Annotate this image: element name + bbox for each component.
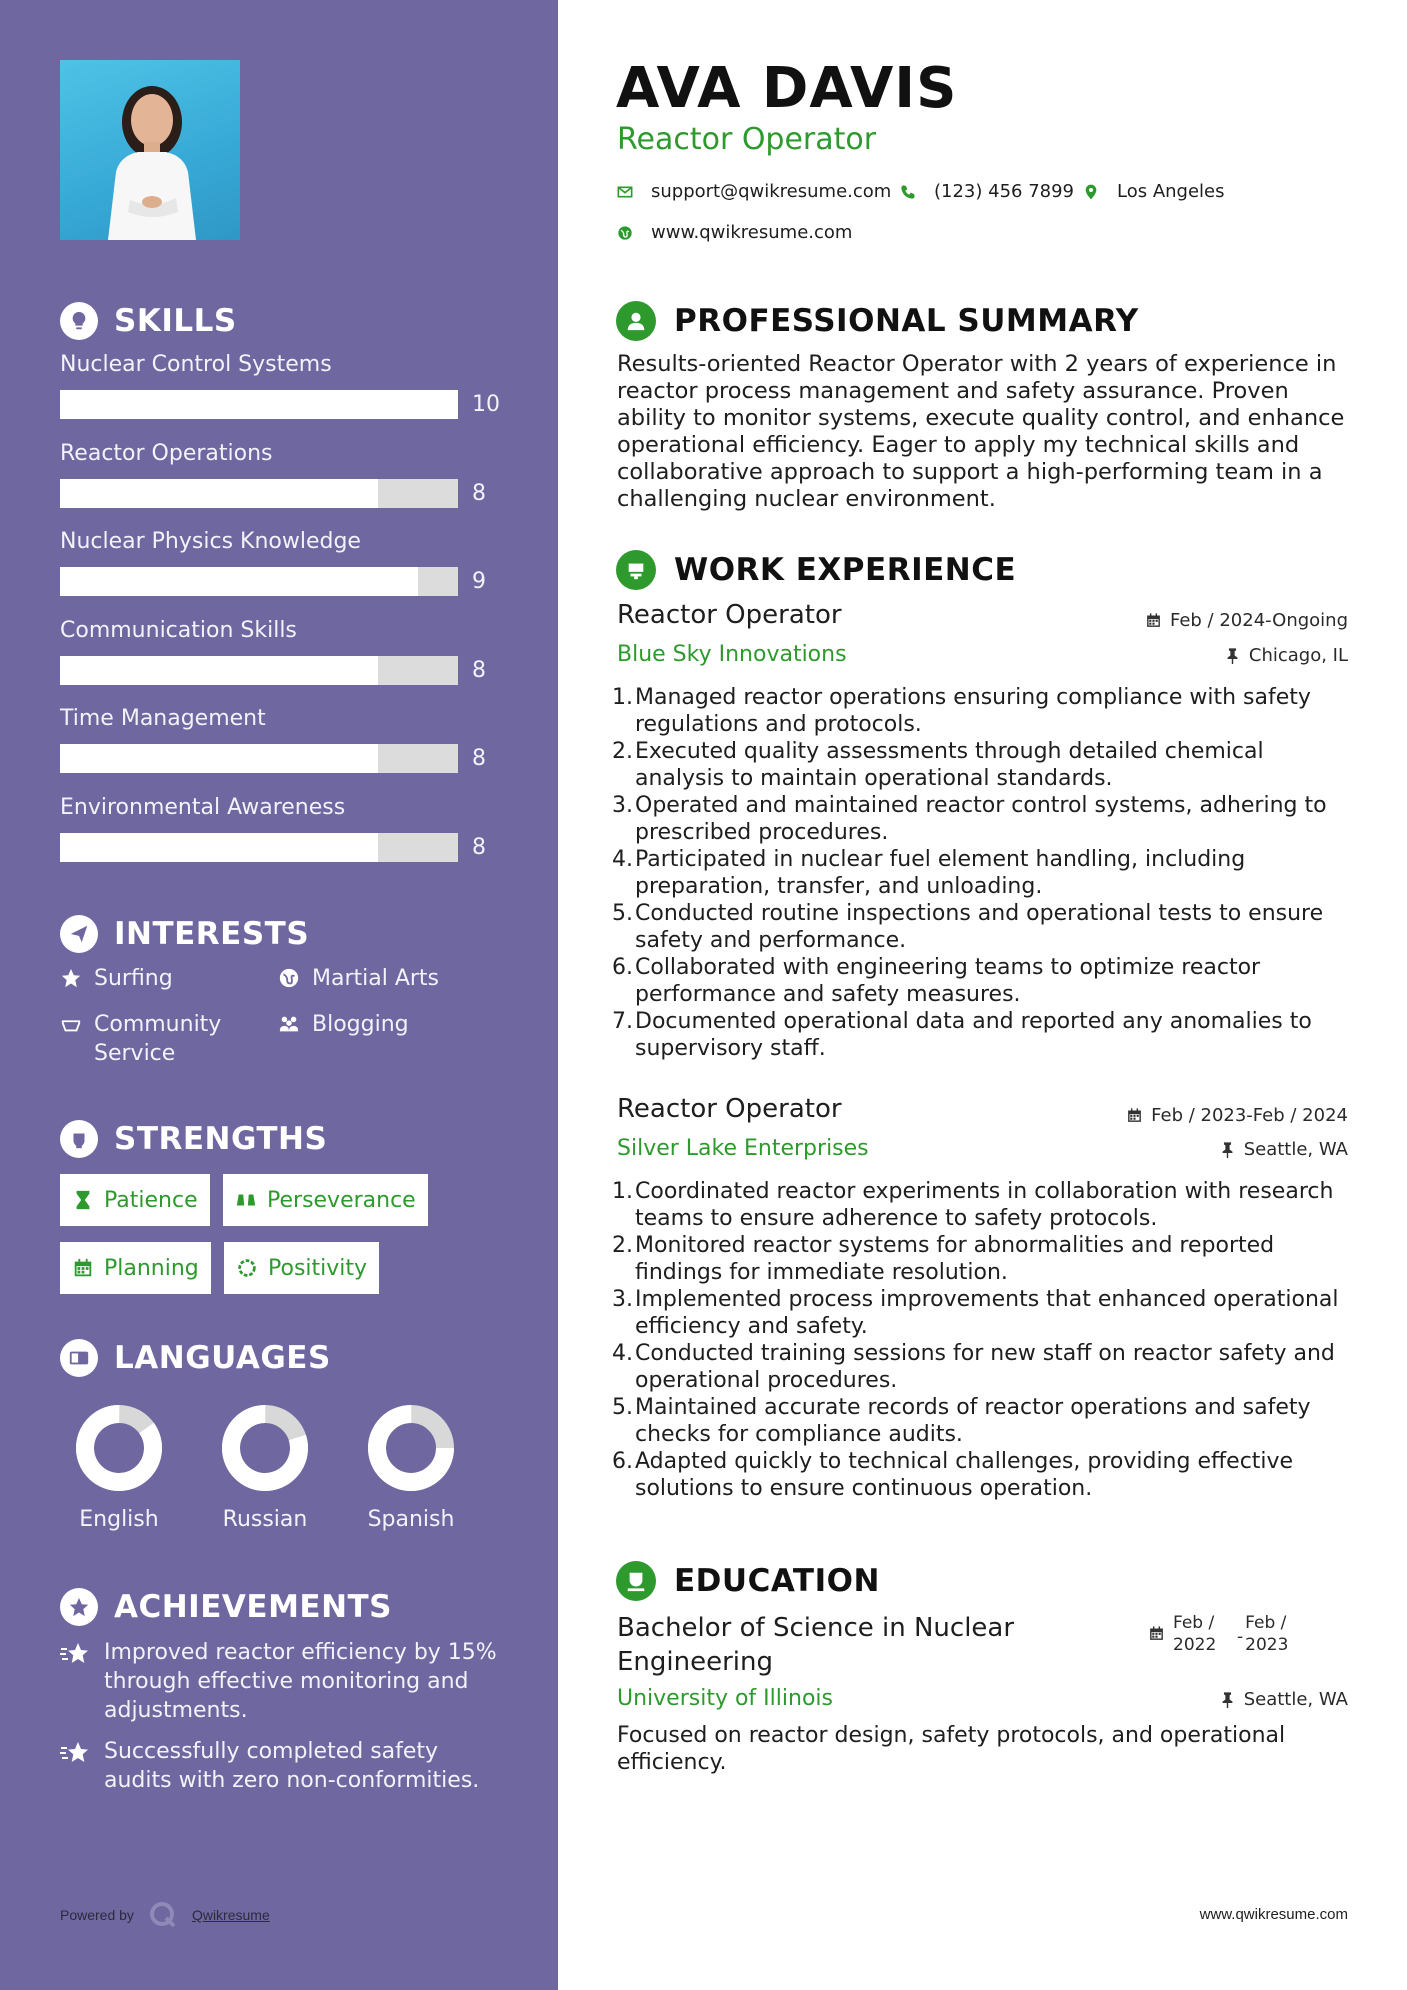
pin-icon	[1219, 1691, 1236, 1708]
binoculars-icon	[235, 1189, 257, 1211]
person-icon	[616, 301, 656, 341]
trophy-star-icon	[60, 1588, 98, 1626]
candidate-name: AVA DAVIS	[616, 56, 958, 121]
achievement-item: Successfully completed safety audits with zero non-conformities.	[60, 1737, 500, 1795]
skill-value: 8	[472, 480, 486, 506]
job-company: Blue Sky Innovations	[617, 642, 847, 667]
languages-heading: LANGUAGES	[60, 1339, 331, 1377]
job-location: Seattle, WA	[1219, 1139, 1348, 1160]
interest-item: Martial Arts	[278, 964, 439, 993]
powered-by: Powered by Qwikresume	[60, 1900, 270, 1930]
footer-url[interactable]: www.qwikresume.com	[1199, 1906, 1348, 1923]
candidate-title: Reactor Operator	[617, 122, 877, 157]
skill-bar	[60, 479, 458, 508]
responsibility-item: 3. Operated and maintained reactor control systems, adhering to prescribed procedures.	[612, 793, 1327, 845]
skill-bar-fill	[60, 567, 418, 596]
skill-bar-fill	[60, 390, 458, 419]
skill-name: Time Management	[60, 706, 266, 731]
language-name: Spanish	[367, 1507, 455, 1532]
job-title: Reactor Operator	[617, 1094, 842, 1124]
lightbulb-icon	[60, 302, 98, 340]
interest-item: Community Service	[60, 1010, 240, 1068]
job-responsibilities	[612, 1178, 1352, 1502]
contact-phone[interactable]: (123) 456 7899	[900, 181, 1074, 202]
education-dates: Feb / 2022 - Feb / 2023	[1148, 1612, 1299, 1656]
skills-heading: SKILLS	[60, 302, 237, 340]
skill-bar-fill	[60, 479, 378, 508]
profile-photo	[60, 60, 240, 240]
language-ring	[74, 1403, 164, 1493]
job-responsibilities	[612, 684, 1352, 1062]
achievement-item: Improved reactor efficiency by 15% through effective monitoring and adjustments.	[60, 1638, 500, 1725]
responsibility-item: 2. Executed quality assessments through detailed chemical analysis to maintain operational standards.	[612, 739, 1264, 791]
skill-bar-fill	[60, 744, 378, 773]
strengths-heading: STRENGTHS	[60, 1120, 327, 1158]
calendar-icon	[1126, 1107, 1143, 1124]
skill-bar-fill	[60, 833, 378, 862]
job-dates: Feb / 2023-Feb / 2024	[1126, 1105, 1348, 1126]
responsibility-item: 4. Conducted training sessions for new staff on reactor safety and operational procedures.	[612, 1341, 1335, 1393]
sun-icon	[236, 1257, 258, 1279]
strength-badge: Planning	[60, 1242, 211, 1294]
responsibility-item: 2. Monitored reactor systems for abnormalities and reported findings for immediate resolution.	[612, 1233, 1275, 1285]
education-description: Focused on reactor design, safety protocols, and operational efficiency.	[617, 1723, 1286, 1775]
calendar-icon	[1148, 1625, 1165, 1642]
strength-badge: Perseverance	[223, 1174, 428, 1226]
star-burst-icon	[60, 1740, 90, 1766]
education-location: Seattle, WA	[1219, 1689, 1348, 1710]
skill-bar	[60, 390, 458, 419]
skill-name: Nuclear Physics Knowledge	[60, 529, 361, 554]
strength-badge: Positivity	[224, 1242, 379, 1294]
paper-plane-icon	[60, 915, 98, 953]
star-burst-icon	[60, 1641, 90, 1667]
responsibility-item: 1. Coordinated reactor experiments in collaboration with research teams to ensure adherence to safety protocols.	[612, 1179, 1334, 1231]
skill-value: 8	[472, 746, 486, 771]
language-ring-fill	[74, 1403, 164, 1493]
skill-name: Nuclear Control Systems	[60, 352, 332, 377]
contact-website[interactable]: www.qwikresume.com	[617, 222, 852, 243]
skill-name: Communication Skills	[60, 617, 297, 643]
briefcase-icon	[616, 550, 656, 590]
language-name: Russian	[222, 1507, 308, 1532]
interest-item: Surfing	[60, 964, 173, 993]
responsibility-item: 4. Participated in nuclear fuel element handling, including preparation, transfer, and unloading.	[612, 847, 1246, 899]
responsibility-item: 6. Adapted quickly to technical challenges, providing effective solutions to ensure continuous operation.	[612, 1449, 1294, 1501]
fist-icon	[60, 1120, 98, 1158]
skill-value: 10	[472, 392, 500, 417]
globe-icon	[617, 225, 633, 241]
summary-heading: PROFESSIONAL SUMMARY	[616, 301, 1139, 341]
skill-value: 8	[472, 834, 486, 860]
graduation-icon	[616, 1561, 656, 1601]
strength-badge: Patience	[60, 1174, 210, 1226]
summary-text: Results-oriented Reactor Operator with 2 years of experience in reactor process management and safety assurance. Proven ability to monitor systems, execute quality control, and enhance operational efficiency. Eager to apply my technical skills and collaborative approach to support a high-performing team in a challenging nuclear environment.	[617, 351, 1345, 512]
hourglass-icon	[72, 1189, 94, 1211]
skill-bar	[60, 656, 458, 685]
hand-icon	[60, 1013, 82, 1035]
language-name: English	[79, 1507, 159, 1532]
skill-name: Reactor Operations	[60, 440, 273, 466]
phone-icon	[900, 184, 916, 200]
qwikresume-logo-icon	[148, 1900, 178, 1930]
calendar-icon	[72, 1257, 94, 1279]
language-ring	[220, 1403, 310, 1493]
qwikresume-link[interactable]: Qwikresume	[191, 1907, 270, 1923]
responsibility-item: 5. Maintained accurate records of reactor operations and safety checks for compliance audits.	[612, 1395, 1311, 1447]
achievements-heading: ACHIEVEMENTS	[60, 1588, 392, 1626]
language-icon	[60, 1339, 98, 1377]
contact-email[interactable]: support@qwikresume.com	[617, 181, 891, 202]
job-company: Silver Lake Enterprises	[617, 1136, 869, 1161]
skill-bar	[60, 567, 458, 596]
interest-item: Blogging	[278, 1010, 409, 1039]
skill-bar	[60, 744, 458, 773]
skill-name: Environmental Awareness	[60, 794, 346, 820]
interests-heading: INTERESTS	[60, 915, 309, 953]
job-dates: Feb / 2024-Ongoing	[1145, 610, 1348, 631]
education-heading: EDUCATION	[616, 1561, 880, 1601]
responsibility-item: 7. Documented operational data and reported any anomalies to supervisory staff.	[612, 1009, 1312, 1061]
responsibility-item: 1. Managed reactor operations ensuring compliance with safety regulations and protocols.	[612, 685, 1311, 737]
globe-icon	[278, 967, 300, 989]
responsibility-item: 3. Implemented process improvements that enhanced operational efficiency and safety.	[612, 1287, 1339, 1339]
experience-heading: WORK EXPERIENCE	[616, 550, 1016, 590]
school-name: University of Illinois	[617, 1686, 833, 1711]
pin-icon	[1224, 647, 1241, 664]
job-location: Chicago, IL	[1224, 645, 1348, 666]
pin-icon	[1219, 1141, 1236, 1158]
job-title: Reactor Operator	[617, 600, 842, 630]
map-pin-icon	[1083, 184, 1099, 200]
language-ring	[366, 1403, 456, 1493]
star-icon	[60, 967, 82, 989]
contact-location: Los Angeles	[1083, 181, 1225, 202]
sidebar	[0, 0, 558, 1990]
responsibility-item: 6. Collaborated with engineering teams to optimize reactor performance and safety measures.	[612, 955, 1261, 1007]
degree-title: Bachelor of Science in Nuclear Engineering	[617, 1613, 1015, 1677]
skill-value: 8	[472, 657, 486, 683]
group-icon	[278, 1013, 300, 1035]
calendar-icon	[1145, 612, 1162, 629]
envelope-icon	[617, 184, 633, 200]
skill-bar-fill	[60, 656, 378, 685]
skill-bar	[60, 833, 458, 862]
skill-value: 9	[472, 569, 486, 594]
responsibility-item: 5. Conducted routine inspections and operational tests to ensure safety and performance.	[612, 901, 1324, 953]
